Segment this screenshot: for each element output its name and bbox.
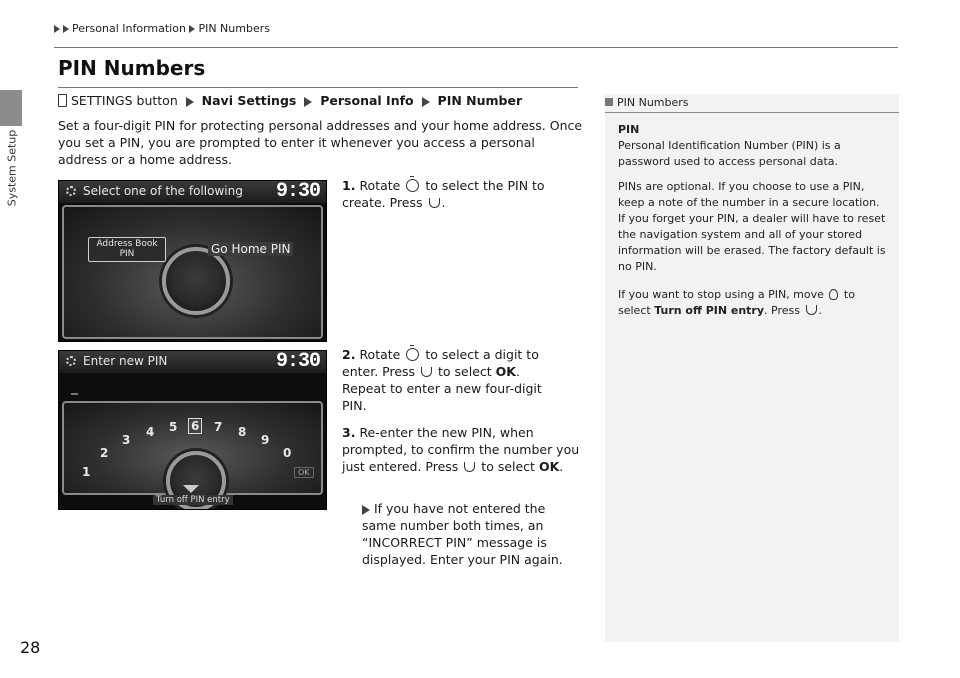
digit-button[interactable]: 9	[261, 433, 270, 447]
path-arrow-icon	[304, 97, 312, 107]
breadcrumb-item: PIN Numbers	[198, 22, 270, 35]
note-incorrect-pin	[362, 500, 577, 568]
digit-dial-panel	[62, 401, 323, 495]
breadcrumb	[54, 22, 270, 35]
step-2	[342, 346, 567, 414]
interface-dial-press-icon	[806, 305, 817, 315]
sidebar-term	[618, 122, 890, 138]
option-go-home-pin[interactable]: Go Home PIN	[208, 242, 293, 256]
step-1	[342, 177, 582, 211]
interface-dial-press-icon	[421, 367, 432, 377]
section-tab-marker	[0, 90, 22, 126]
path-arrow-icon	[422, 97, 430, 107]
menu-path	[58, 93, 522, 108]
digit-button-selected[interactable]: 6	[188, 418, 202, 434]
digit-button[interactable]: 2	[100, 446, 109, 460]
section-label: System Setup	[5, 129, 19, 207]
ok-button[interactable]: OK	[294, 467, 314, 478]
screen-clock: 9:30	[275, 180, 320, 203]
screen-header	[59, 351, 326, 373]
step-text: to select a digit to enter. Press	[342, 347, 539, 379]
interface-dial-icon	[162, 247, 230, 315]
step-text: .	[441, 195, 446, 210]
note-text: If you have not entered the same number both times, an “INCORRECT PIN” message is displayed. Enter your PIN again.	[362, 501, 563, 567]
step-text: to select	[481, 459, 535, 474]
sidebar-bold-text: Turn off PIN entry	[654, 304, 765, 317]
sidebar-text: If you want to stop using a PIN, move	[618, 288, 824, 301]
sidebar-heading-text: PIN Numbers	[617, 96, 689, 109]
step-text: .	[559, 459, 564, 474]
info-sidebar	[605, 94, 899, 642]
turn-off-pin-entry-option[interactable]: Turn off PIN entry	[153, 495, 233, 505]
title-divider	[58, 87, 578, 88]
digit-button[interactable]: 0	[283, 446, 292, 460]
sidebar-term-text: PIN	[618, 123, 640, 136]
sidebar-paragraph-turn-off	[618, 287, 890, 319]
step-number: 2.	[342, 347, 356, 362]
digit-button[interactable]: 8	[238, 425, 247, 439]
step-text: Rotate	[359, 178, 401, 193]
sidebar-divider	[605, 112, 899, 113]
path-start: SETTINGS button	[71, 93, 178, 108]
digit-button[interactable]: 3	[122, 433, 131, 447]
screen-header-title: Enter new PIN	[83, 354, 168, 368]
down-arrow-icon	[183, 485, 199, 493]
nav-screen-enter-pin	[58, 350, 327, 510]
screen-header	[59, 181, 326, 203]
interface-dial-rotate-icon	[406, 179, 419, 192]
digit-button[interactable]: 1	[82, 465, 91, 479]
interface-dial-rotate-icon	[406, 348, 419, 361]
step-text: Rotate	[359, 347, 401, 362]
page-title: PIN Numbers	[58, 56, 206, 80]
nav-screen-select-pin	[58, 180, 327, 342]
path-step: Navi Settings	[201, 93, 297, 108]
sidebar-paragraph: PINs are optional. If you choose to use a PIN, keep a note of the number in a secure location. If you forget your PIN, a dealer will have to reset the navigation system and all of your stored information will be erased. The factory default is no PIN.	[618, 180, 886, 273]
settings-gear-icon	[66, 356, 76, 366]
ok-label: OK	[495, 364, 516, 379]
step-number: 3.	[342, 425, 356, 440]
digit-button[interactable]: 4	[146, 425, 155, 439]
intro-paragraph: Set a four-digit PIN for protecting personal addresses and your home address. Once you set a PIN, you are prompted to enter it whenever you access a personal address or a home address.	[58, 118, 583, 167]
breadcrumb-arrow-icon	[63, 25, 69, 33]
step-text: Re-enter the new PIN, when prompted, to confirm the number you just entered. Press	[342, 425, 580, 474]
step-number: 1.	[342, 178, 356, 193]
note-marker-icon	[605, 98, 613, 106]
sidebar-text: . Press	[764, 304, 800, 317]
screen-header-title: Select one of the following	[83, 184, 243, 198]
path-step: PIN Number	[437, 93, 523, 108]
step-text: . Repeat to enter a new four-digit PIN.	[342, 364, 542, 413]
interface-dial-press-icon	[429, 198, 440, 208]
screen-clock: 9:30	[275, 350, 320, 373]
option-address-book-pin[interactable]: Address Book PIN	[88, 237, 166, 262]
step-3	[342, 424, 582, 475]
path-step: Personal Info	[320, 93, 414, 108]
sidebar-text: to select	[618, 288, 855, 317]
interface-dial-move-icon	[829, 289, 838, 300]
interface-dial-press-icon	[464, 462, 475, 472]
pin-entry-field: _	[71, 379, 78, 395]
page-number: 28	[20, 638, 41, 657]
sidebar-definition: Personal Identification Number (PIN) is a password used to access personal data.	[618, 139, 841, 168]
sidebar-heading	[605, 96, 689, 109]
breadcrumb-arrow-icon	[189, 25, 195, 33]
ok-label: OK	[538, 459, 560, 474]
breadcrumb-arrow-icon	[54, 25, 60, 33]
step-text: to select	[438, 364, 492, 379]
note-arrow-icon	[362, 505, 370, 515]
sidebar-text: .	[818, 304, 822, 317]
selection-dial-panel	[62, 205, 323, 339]
settings-gear-icon	[66, 186, 76, 196]
breadcrumb-item: Personal Information	[72, 22, 186, 35]
step-text: to select the PIN to create. Press	[342, 178, 545, 210]
header-divider	[54, 47, 898, 48]
path-arrow-icon	[186, 97, 194, 107]
digit-button[interactable]: 7	[214, 420, 223, 434]
digit-button[interactable]: 5	[169, 420, 178, 434]
home-icon	[58, 94, 67, 107]
